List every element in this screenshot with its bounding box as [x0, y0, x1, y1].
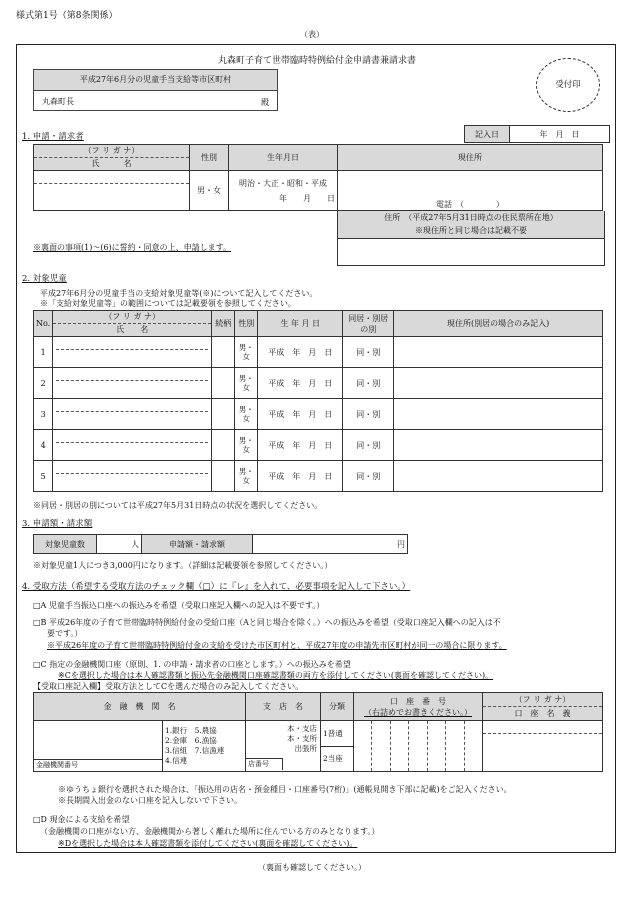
account-type-current: 2当座	[323, 753, 343, 763]
child-name-field[interactable]	[53, 399, 212, 430]
child-dob-field[interactable]: 平成 年 月 日	[258, 399, 343, 430]
children-no-header: No.	[34, 311, 53, 337]
applicant-furigana-header: （フ リ ガ ナ）	[34, 145, 189, 158]
consent-statement: ※裏面の事項(1)～(6)に誓約・同意の上、申請します。	[33, 243, 232, 252]
child-dob-field[interactable]: 平成 年 月 日	[258, 337, 343, 368]
table-row	[34, 430, 603, 461]
bank-account-table	[33, 692, 603, 772]
child-address-field[interactable]	[394, 399, 603, 430]
child-sex-field[interactable]: 男・女	[235, 430, 258, 461]
children-relation-header: 続柄	[212, 311, 235, 337]
addressee-honorific: 殿	[261, 98, 269, 107]
child-address-field[interactable]	[394, 430, 603, 461]
children-count-label: 対象児童数	[34, 535, 97, 554]
branch-name-header: 支 店 名	[246, 693, 321, 721]
amount-field[interactable]	[253, 535, 408, 554]
children-sex-header: 性別	[235, 311, 258, 337]
bank-name-field[interactable]	[34, 721, 163, 772]
option-d-note: （金融機関の口座がない方、金融機関から著しく離れた場所に住んでいる方のみとなります。）	[40, 827, 380, 836]
table-row	[34, 368, 603, 399]
section3-heading: 3. 申請額・請求額	[22, 519, 93, 529]
option-d[interactable]: □D 現金による支給を希望	[33, 815, 130, 824]
table-row	[34, 399, 603, 430]
bank-kind-line: 2.金庫 6.漁協	[165, 736, 217, 745]
child-relation-field[interactable]	[212, 337, 235, 368]
residence-note: ※現住所と同じ場合は記載不要	[415, 226, 527, 235]
child-dob-field[interactable]: 平成 年 月 日	[258, 368, 343, 399]
account-section-title: 【受取口座記入欄】受取方法としてCを選んだ場合のみ記入してください。	[33, 682, 304, 691]
residence-label: 住所 （平成27年5月31日時点の住民票所在地）	[384, 213, 558, 222]
section2-note2: ※「支給対象児童等」の範囲については記載要領を参照してください。	[40, 299, 296, 308]
applicant-sex-field[interactable]: 男・女	[190, 171, 229, 211]
account-type-ordinary: 1普通	[321, 722, 353, 747]
child-relation-field[interactable]	[212, 461, 235, 492]
branch-code-label: 店番号	[246, 758, 283, 770]
reception-stamp: 受付印	[536, 58, 600, 112]
branch-kind-line: 本・支店	[287, 724, 317, 733]
child-dob-field[interactable]: 平成 年 月 日	[258, 461, 343, 492]
children-count-field[interactable]	[97, 535, 142, 554]
option-a[interactable]: □A 児童手当振込口座への振込みを希望（受取口座記入欄への記入は不要です。）	[33, 601, 325, 610]
applicant-name-header: 氏 名	[91, 159, 132, 168]
account-number-note: （右詰めでお書きください。）	[364, 707, 472, 717]
branch-name-field[interactable]	[246, 721, 321, 772]
dormant-account-note: ※長期間入出金のない口座を記入しないで下さい。	[58, 796, 242, 805]
applicant-dob-field[interactable]	[229, 171, 338, 211]
form-title: 丸森町子育て世帯臨時特例給付金申請書兼請求書	[218, 56, 417, 66]
residence-header	[337, 211, 605, 239]
child-sex-field[interactable]: 男・女	[235, 368, 258, 399]
child-cohab-field[interactable]: 同・別	[343, 461, 394, 492]
option-b-cont: 要です。）	[47, 629, 83, 638]
applicant-address-header: 現住所	[338, 145, 603, 171]
row-number: 1	[34, 337, 53, 368]
section4-heading: 4. 受取方法（希望する受取方法のチェック欄（□）に『レ』を入れて、必要事項を記入して下さい。）	[22, 582, 411, 592]
child-cohab-field[interactable]: 同・別	[343, 368, 394, 399]
option-c-note: ※Cを選択した場合は本人確認書類と振込先金融機関口座確認書類の両方を添付してください(裏面を確認してください)。	[58, 671, 494, 680]
section2-footnote: ※同居・別居の別については平成27年5月31日時点の状況を選択してください。	[33, 501, 323, 510]
bank-kind-line: 3.信組 7.信漁連	[165, 746, 225, 755]
option-b-note: ※平成26年度の子育て世帯臨時特例給付金の支給を受けた市区町村と、平成27年度の申請先市区町村が同一の場合に限ります。	[47, 641, 507, 650]
child-address-field[interactable]	[394, 461, 603, 492]
bank-code-label: 金融機関番号	[34, 759, 162, 771]
row-number: 2	[34, 368, 53, 399]
applicant-address-field[interactable]	[338, 171, 603, 211]
section1-heading: 1. 申請・請求者	[22, 132, 84, 142]
applicant-era-options: 明治・大正・昭和・平成	[239, 178, 327, 188]
child-address-field[interactable]	[394, 368, 603, 399]
holder-kana-header: （フ リ ガ ナ）	[483, 693, 602, 707]
child-name-field[interactable]	[53, 461, 212, 492]
child-name-field[interactable]	[53, 337, 212, 368]
section3-note: ※対象児童1人につき3,000円になります。（詳細は記載要領を参照してください。）	[33, 561, 333, 570]
child-cohab-field[interactable]: 同・別	[343, 399, 394, 430]
page-side-label: （表）	[300, 30, 324, 39]
children-name-header: 氏 名	[116, 325, 149, 334]
children-address-header: 現住所(別居の場合のみ記入)	[394, 311, 603, 337]
section2-heading: 2. 対象児童	[22, 274, 67, 284]
child-sex-field[interactable]: 男・女	[235, 337, 258, 368]
child-address-field[interactable]	[394, 337, 603, 368]
child-relation-field[interactable]	[212, 430, 235, 461]
child-cohab-field[interactable]: 同・別	[343, 337, 394, 368]
applicant-name-field[interactable]	[34, 171, 190, 211]
form-number: 様式第1号（第8条関係）	[16, 11, 118, 21]
child-name-field[interactable]	[53, 368, 212, 399]
entry-date-field[interactable]: 年 月 日	[510, 126, 610, 143]
municipality-box: 平成27年6月分の児童手当支給等市区町村	[33, 69, 278, 91]
section2-note1: 平成27年6月分の児童手当の支給対象児童等(※)について記入してください。	[40, 289, 318, 298]
row-number: 5	[34, 461, 53, 492]
bank-kind-line: 1.銀行 5.農協	[165, 726, 217, 735]
applicant-phone-label: 電話 （ ）	[436, 200, 504, 209]
applicant-dob-header: 生年月日	[229, 145, 338, 171]
children-table	[33, 310, 603, 492]
amount-unit: 円	[397, 539, 405, 549]
applicant-sex-header: 性別	[190, 145, 229, 171]
child-relation-field[interactable]	[212, 399, 235, 430]
children-cohab-header: 同居・別居の別	[343, 311, 394, 337]
account-number-header: 口 座 番 号	[390, 696, 446, 706]
child-cohab-field[interactable]: 同・別	[343, 430, 394, 461]
amount-label: 申請額・請求額	[142, 535, 253, 554]
row-number: 3	[34, 399, 53, 430]
branch-kind-line: 出張所	[294, 744, 317, 753]
footer-note: （裏面も確認してください。）	[258, 863, 366, 872]
addressee-name: 丸森町長	[42, 97, 74, 106]
bank-kind-line: 4.信連	[165, 756, 188, 765]
child-sex-field[interactable]: 男・女	[235, 461, 258, 492]
bank-name-header: 金 融 機 関 名	[34, 693, 246, 721]
option-c[interactable]: □C 指定の金融機関口座（原則、1. の申請・請求者の口座とします。）への振込みを希望	[33, 660, 351, 669]
child-sex-field[interactable]: 男・女	[235, 399, 258, 430]
addressee-box[interactable]	[33, 90, 278, 111]
option-b[interactable]: □B 平成26年度の子育て世帯臨時特例給付金の受給口座（Aと同じ場合を除く。）への振込みを希望（受取口座記入欄への記入は不	[33, 618, 501, 627]
child-name-field[interactable]	[53, 430, 212, 461]
account-number-field[interactable]	[354, 721, 483, 772]
entry-date-label: 記入日	[465, 126, 510, 143]
option-d-id-note: ※Dを選択した場合は本人確認書類を添付してください(裏面を確認してください)。	[58, 839, 358, 848]
row-number: 4	[34, 430, 53, 461]
residence-field[interactable]	[337, 239, 605, 266]
account-type-field[interactable]	[321, 721, 354, 772]
child-relation-field[interactable]	[212, 368, 235, 399]
children-furigana-header: （フ リ ガ ナ）	[53, 311, 211, 324]
branch-kind-line: 本・支所	[287, 734, 317, 743]
account-type-header: 分類	[321, 693, 354, 721]
child-dob-field[interactable]: 平成 年 月 日	[258, 430, 343, 461]
applicant-dob-ymd: 年 月 日	[279, 193, 335, 203]
table-row	[34, 337, 603, 368]
bank-kind-options[interactable]	[163, 721, 246, 772]
children-dob-header: 生 年 月 日	[258, 311, 343, 337]
holder-name-header: 口 座 名 義	[514, 709, 571, 718]
children-count-unit: 人	[131, 539, 139, 549]
table-row	[34, 461, 603, 492]
account-holder-field[interactable]	[483, 721, 603, 772]
yucho-note: ※ゆうちょ銀行を選択された場合は、「振込用の店名・預金種目・口座番号(7桁)」(通帳見開き下部に記載)をご記入ください。	[58, 785, 512, 794]
